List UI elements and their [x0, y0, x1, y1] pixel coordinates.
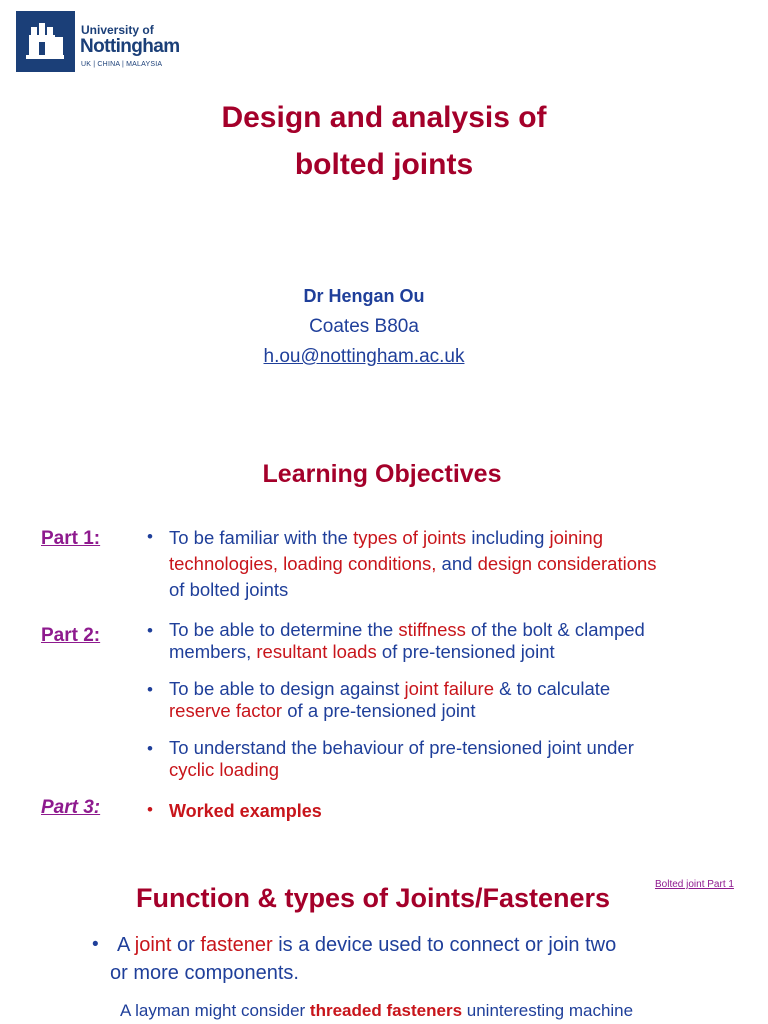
bullet-dot: • — [147, 800, 153, 819]
author-email-link[interactable]: h.ou@nottingham.ac.uk — [263, 346, 465, 367]
highlight: design considerations — [477, 553, 657, 574]
paragraph-1-cont: or more components. — [110, 962, 299, 984]
part-2-label: Part 2: — [41, 625, 101, 646]
highlight: threaded fasteners — [309, 1001, 463, 1020]
text: of bolted joints — [169, 579, 289, 600]
text: is a device used to connect or join two — [272, 934, 617, 956]
highlight: resultant loads — [256, 641, 377, 662]
bullet-dot: • — [147, 527, 153, 546]
highlight: fastener — [200, 934, 273, 956]
text: A layman might consider — [120, 1001, 310, 1020]
highlight: technologies, loading conditions, — [169, 553, 437, 574]
part-3-label: Part 3: — [41, 797, 101, 818]
bullet-dot: • — [147, 680, 153, 699]
logo-line-2: Nottingham — [80, 36, 180, 57]
text: members, — [169, 641, 257, 662]
text: and — [436, 553, 478, 574]
text: uninteresting machine — [462, 1001, 634, 1020]
text: of pre-tensioned joint — [376, 641, 555, 662]
text: & to calculate — [494, 678, 611, 699]
highlight: reserve factor — [169, 700, 283, 721]
text: of the bolt & clamped — [465, 619, 645, 640]
objective-item-1 — [169, 525, 749, 603]
paragraph-2 — [120, 1000, 760, 1022]
bolted-joint-part1-link[interactable]: Bolted joint Part 1 — [655, 879, 734, 890]
text: To understand the behaviour of pre-tensioned joint under — [169, 737, 634, 758]
highlight: cyclic loading — [169, 759, 280, 780]
bullet-dot: • — [147, 739, 153, 758]
logo-line-1: University of — [81, 23, 154, 37]
part-1-label: Part 1: — [41, 528, 101, 549]
objective-item-2 — [169, 619, 749, 663]
objective-item-3 — [169, 678, 749, 722]
highlight: types of joints — [353, 527, 467, 548]
highlight: joint failure — [404, 678, 495, 699]
text: including — [466, 527, 550, 548]
learning-objectives-heading: Learning Objectives — [262, 460, 502, 488]
page-title-line-1: Design and analysis of — [221, 101, 547, 134]
objective-item-5: Worked examples — [169, 801, 322, 821]
objective-item-4 — [169, 737, 749, 781]
highlight: joint — [134, 934, 172, 956]
paragraph-1 — [117, 931, 757, 959]
highlight: stiffness — [398, 619, 466, 640]
page-title-line-2: bolted joints — [294, 148, 474, 181]
author-name: Dr Hengan Ou — [303, 286, 425, 306]
author-office: Coates B80a — [309, 316, 419, 337]
text: or — [171, 934, 201, 956]
logo-line-3: UK | CHINA | MALAYSIA — [81, 61, 163, 68]
text: To be able to determine the — [169, 619, 399, 640]
highlight: joining — [549, 527, 603, 548]
text: To be familiar with the — [169, 527, 354, 548]
castle-icon — [16, 11, 75, 72]
bullet-dot: • — [147, 621, 153, 640]
text: To be able to design against — [169, 678, 405, 699]
bullet-dot: • — [92, 934, 99, 955]
section-heading: Function & types of Joints/Fasteners — [136, 883, 611, 913]
text: of a pre-tensioned joint — [282, 700, 476, 721]
university-logo — [16, 11, 180, 73]
text: A — [117, 934, 135, 956]
